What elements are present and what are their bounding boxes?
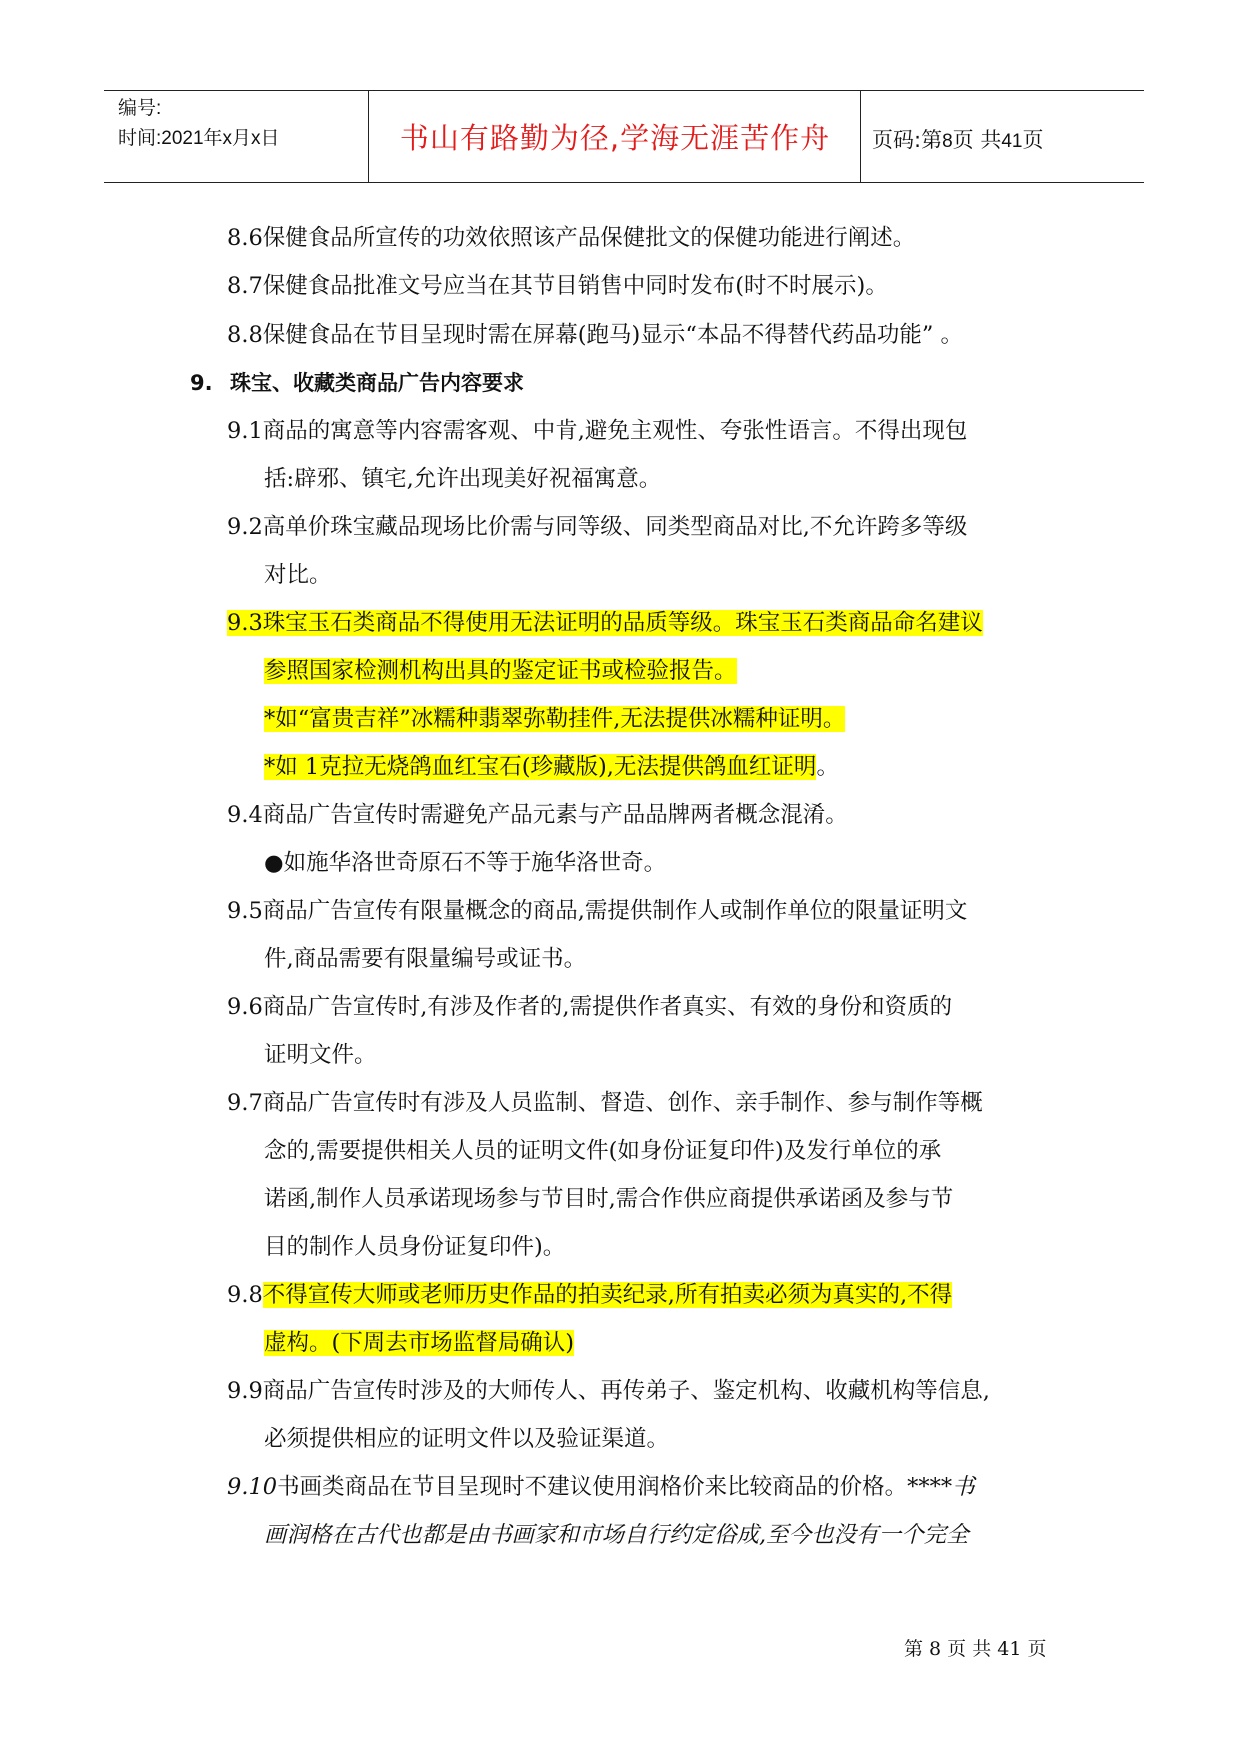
document-number-label: 编号:: [118, 98, 162, 119]
clause-text: 书画类商品在节目呈现时不建议使用润格价来比较商品的价格。: [277, 1474, 908, 1500]
highlighted-text: 9.3珠宝玉石类商品不得使用无法证明的品质等级。珠宝玉石类商品命名建议: [227, 610, 983, 636]
clause-9-3-example-2: [264, 750, 839, 784]
clause-9-7-line-1: 9.7商品广告宣传时有涉及人员监制、督造、创作、亲手制作、参与制作等概: [227, 1090, 983, 1116]
clause-9-1-line-2: 括:辟邪、镇宅,允许出现美好祝福寓意。: [264, 466, 662, 492]
clause-9-7-line-4: 目的制作人员身份证复印件)。: [264, 1234, 566, 1260]
header-page-indicator: [872, 124, 1043, 154]
clause-8-8: 8.8保健食品在节目呈现时需在屏幕(跑马)显示“本品不得替代药品功能” 。: [227, 322, 963, 348]
highlighted-text: *如“富贵吉祥”冰糯种翡翠弥勒挂件,无法提供冰糯种证明。: [264, 706, 846, 732]
header-bottom-rule: [104, 182, 1144, 183]
clause-9-3-line-1: [227, 606, 983, 640]
clause-9-3-line-2: [264, 654, 737, 688]
clause-note: ****书: [907, 1474, 975, 1500]
header-divider-right: [860, 90, 861, 182]
clause-9-1-line-1: 9.1商品的寓意等内容需客观、中肯,避免主观性、夸张性语言。不得出现包: [227, 418, 968, 444]
clause-9-7-line-3: 诺函,制作人员承诺现场参与节目时,需合作供应商提供承诺函及参与节: [264, 1186, 954, 1212]
clause-9-9-line-1: 9.9商品广告宣传时涉及的大师传人、再传弟子、鉴定机构、收藏机构等信息,: [227, 1378, 990, 1404]
highlighted-text: 参照国家检测机构出具的鉴定证书或检验报告。: [264, 658, 737, 684]
clause-9-7-line-2: 念的,需要提供相关人员的证明文件(如身份证复印件)及发行单位的承: [264, 1138, 942, 1164]
clause-9-3-example-1: [264, 702, 845, 736]
clause-9-6-line-1: 9.6商品广告宣传时,有涉及作者的,需提供作者真实、有效的身份和资质的: [227, 994, 953, 1020]
highlighted-text: 不得宣传大师或老师历史作品的拍卖纪录,所有拍卖必须为真实的,不得: [262, 1282, 953, 1308]
page-mid: 页 共: [952, 128, 1002, 152]
clause-number: 9.8: [227, 1282, 263, 1308]
clause-9-6-line-2: 证明文件。: [264, 1042, 377, 1068]
page-total: 41: [1001, 131, 1023, 152]
section-number: 9.: [190, 371, 213, 395]
clause-9-9-line-2: 必须提供相应的证明文件以及验证渠道。: [264, 1426, 670, 1452]
clause-9-5-line-2: 件,商品需要有限量编号或证书。: [264, 946, 587, 972]
highlighted-text: *如 1克拉无烧鸽血红宝石(珍藏版),无法提供鸽血红证明: [264, 754, 817, 780]
page-suffix: 页: [1022, 128, 1044, 152]
highlighted-text: 虚构。(下周去市场监督局确认): [264, 1330, 575, 1356]
clause-9-5-line-1: 9.5商品广告宣传有限量概念的商品,需提供制作人或制作单位的限量证明文: [227, 898, 968, 924]
header-left-cell: [118, 94, 280, 154]
section-9-heading: [190, 366, 524, 400]
clause-9-4: 9.4商品广告宣传时需避免产品元素与产品品牌两者概念混淆。: [227, 802, 848, 828]
clause-9-10-line-1: [227, 1470, 975, 1504]
clause-number: 9.10: [227, 1474, 278, 1500]
header-motto: 书山有路勤为径,学海无涯苦作舟: [399, 121, 831, 155]
clause-9-8-line-2: [264, 1326, 574, 1360]
clause-9-2-line-1: 9.2高单价珠宝藏品现场比价需与同等级、同类型商品对比,不允许跨多等级: [227, 514, 968, 540]
page-current: 8: [942, 131, 953, 152]
clause-8-6: 8.6保健食品所宣传的功效依照该产品保健批文的保健功能进行阐述。: [227, 225, 916, 251]
clause-9-2-line-2: 对比。: [264, 562, 332, 588]
page-footer: 第 8 页 共 41 页: [904, 1638, 1047, 1660]
clause-9-10-line-2: 画润格在古代也都是由书画家和市场自行约定俗成,至今也没有一个完全: [264, 1522, 969, 1548]
clause-9-8-line-1: [227, 1278, 952, 1312]
header-divider-left: [368, 90, 369, 182]
clause-9-4-example: ●如施华洛世奇原石不等于施华洛世奇。: [264, 850, 667, 876]
clause-8-7: 8.7保健食品批准文号应当在其节目销售中同时发布(时不时展示)。: [227, 273, 888, 299]
document-time-label: 时间:2021年x月x日: [118, 128, 280, 149]
section-title: 珠宝、收藏类商品广告内容要求: [230, 371, 524, 395]
header-top-rule: [104, 90, 1144, 91]
page-prefix: 页码:第: [872, 128, 943, 152]
sentence-end: 。: [816, 754, 839, 780]
